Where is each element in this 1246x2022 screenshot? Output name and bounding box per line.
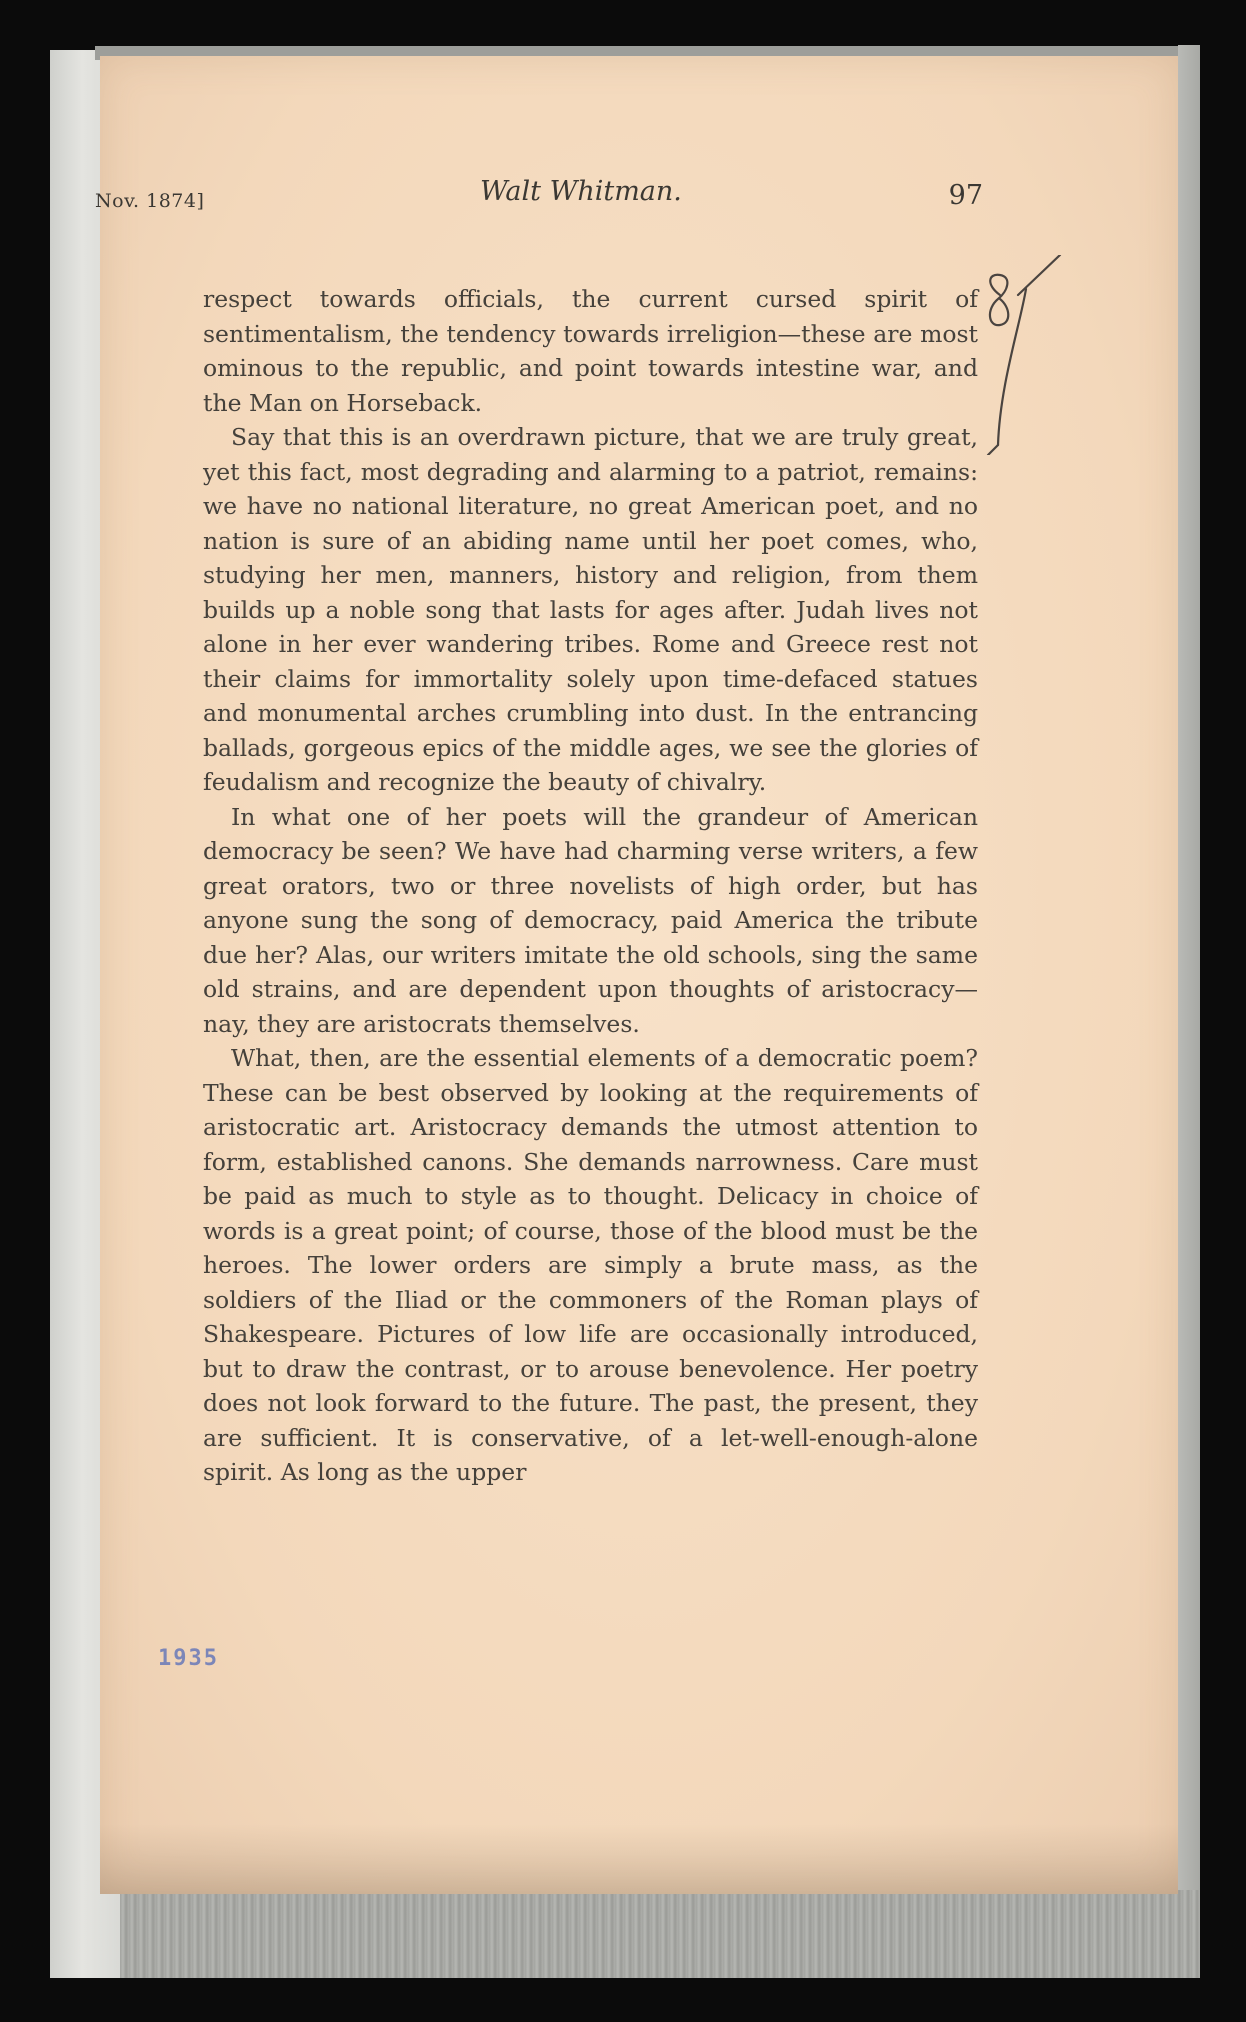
folio-stamp: 1935 xyxy=(158,1646,219,1671)
paragraph: Say that this is an overdrawn picture, that we are truly great, yet this fact, most degrading and alarming to a patriot, remains: we have no national literature, no great American poet, and no nation is sure of an abiding name until her poet comes, who, studying her men, manners, history and religion, from them builds up a noble song that lasts for ages after. Judah lives not alone in her ever wandering tribes. Rome and Greece rest not their claims for immortality solely upon time-defaced statues and monumental arches crumbling into dust. In the entrancing ballads, gorgeous epics of the middle ages, we see the glories of feudalism and recognize the beauty of chivalry. xyxy=(203,423,978,796)
handwritten-page-annotation xyxy=(978,255,1068,455)
paragraph: What, then, are the essential elements of a democratic poem? These can be best observed by looking at the requirements of aristocratic art. Aristocracy demands the utmost attention to form, established canons. She demands narrowness. Care must be paid as much to style as to thought. Delicacy in choice of words is a great point; of course, those of the blood must be the heroes. The lower orders are simply a brute mass, as the soldiers of the Iliad or the commoners of the Roman plays of Shakespeare. Pictures of low life are occasionally introduced, but to draw the contrast, or to arouse benevolence. Her poetry does not look forward to the future. The past, the present, they are sufficient. It is conservative, of a let-well-enough-alone spirit. As long as the upper xyxy=(203,1044,978,1486)
running-header-date: Nov. 1874] xyxy=(95,190,205,212)
running-header xyxy=(95,176,983,216)
body-text xyxy=(203,282,978,1490)
page-number: 97 xyxy=(948,180,983,211)
paragraph: In what one of her poets will the grandeur of American democracy be seen? We have had charming verse writers, a few great orators, two or three novelists of high order, but has anyone sung the song of democracy, paid America the tribute due her? Alas, our writers imitate the old schools, sing the same old strains, and are dependent upon thoughts of aristocracy—nay, they are aristocrats themselves. xyxy=(203,802,978,1038)
running-header-title: Walt Whitman. xyxy=(480,176,682,207)
paragraph: respect towards officials, the current cursed spirit of sentimentalism, the tendency towards irreligion—these are most ominous to the republic, and point towards intestine war, and the Man on Horseback. xyxy=(203,285,978,417)
mount-board-right xyxy=(1178,45,1200,1975)
mount-board-bottom xyxy=(120,1890,1200,1978)
